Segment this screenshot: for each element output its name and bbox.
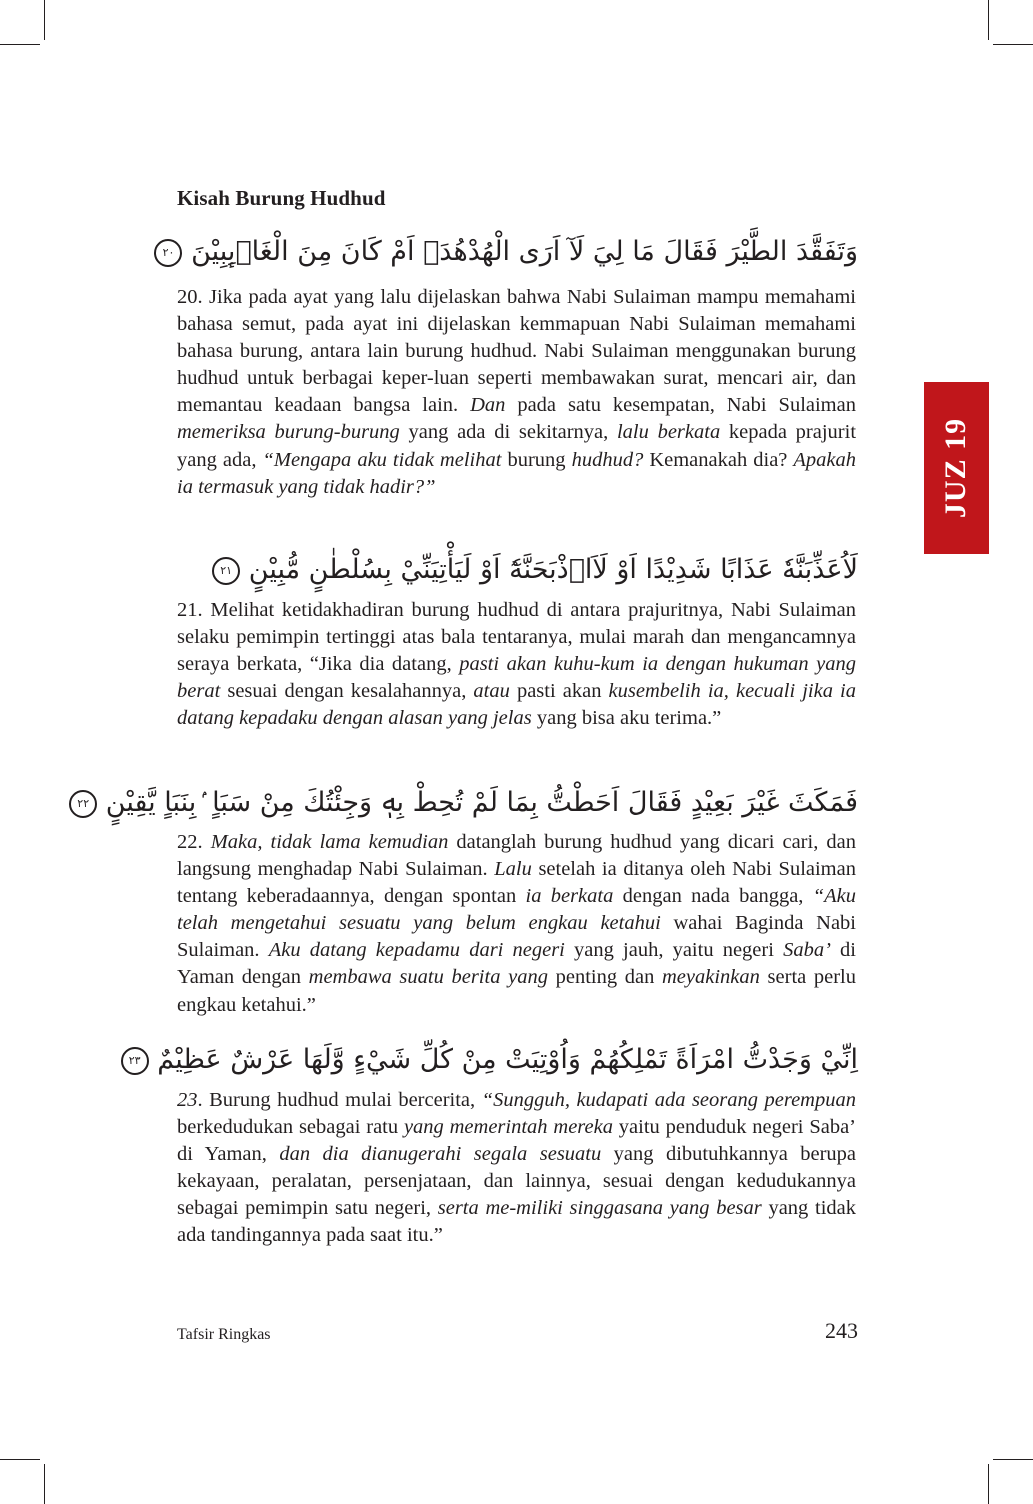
tafsir-text: 23. Burung hudhud mulai bercerita, “Sungguh, kudapati ada seorang perempuan berkedudukan sebagai ratu yang memerintah mereka yaitu penduduk negeri Saba’ di Yaman, dan dia dianugerahi segala sesuatu yang dibutuhkannya berupa kekayaan, peralatan, persenjataan, dan lainnya, sesuai dengan kedudukannya sebagai pemimpin satu negeri, serta me-miliki singgasana yang besar yang tidak ada tandingannya pada saat itu.” xyxy=(177,1089,857,1247)
crop-mark xyxy=(993,44,1033,45)
book-title: Tafsir Ringkas xyxy=(177,1326,271,1343)
arabic-verse xyxy=(162,232,858,272)
ayah-number-marker: ٢٣ xyxy=(121,1047,149,1075)
crop-mark xyxy=(993,1459,1033,1460)
tafsir-paragraph xyxy=(177,284,856,501)
arabic-verse xyxy=(128,1040,858,1080)
crop-mark xyxy=(0,44,40,45)
crop-mark xyxy=(44,1464,45,1504)
ayah-number-marker: ٢٠ xyxy=(154,239,182,267)
arabic-verse-text: اِنِّيْ وَجَدْتُّ امْرَاَةً تَمْلِكُهُمْ وَاُوْتِيَتْ مِنْ كُلِّ شَيْءٍ وَّلَهَا عَرْشٌ عَظِيْمٌ xyxy=(157,1044,858,1075)
section-heading: Kisah Burung Hudhud xyxy=(177,186,386,210)
page-number: 243 xyxy=(825,1318,858,1343)
arabic-verse-text: وَتَفَقَّدَ الطَّيْرَ فَقَالَ مَا لِيَ لَآ اَرَى الْهُدْهُدَۖ اَمْ كَانَ مِنَ الْغَاۤىِٕبِيْنَ xyxy=(191,236,858,267)
arabic-verse-text: لَاُعَذِّبَنَّهٗ عَذَابًا شَدِيْدًا اَوْ لَاَا۟ذْبَحَنَّهٗٓ اَوْ لَيَأْتِيَنِّيْ بِسُلْطٰنٍ مُّبِيْنٍ xyxy=(248,554,858,585)
juz-tab-label: JUZ 19 xyxy=(939,417,973,519)
tafsir-paragraph xyxy=(177,829,856,1019)
ayah-number-marker: ٢٢ xyxy=(69,790,97,818)
juz-tab xyxy=(924,382,989,554)
tafsir-text: 22. Maka, tidak lama kemudian datanglah burung hudhud yang dicari cari, dan langsung menghadap Nabi Sulaiman. Lalu setelah ia ditanya oleh Nabi Sulaiman tentang keberadaannya, dengan spontan ia berkata dengan nada bangga, “Aku telah mengetahui sesuatu yang belum engkau ketahui wahai Baginda Nabi Sulaiman. Aku datang kepadamu dari negeri yang jauh, yaitu negeri Saba’ di Yaman dengan membawa suatu berita yang penting dan meyakinkan serta perlu engkau ketahui.” xyxy=(177,831,857,1016)
ayah-number-marker: ٢١ xyxy=(212,557,240,585)
arabic-verse xyxy=(77,783,858,823)
arabic-verse xyxy=(177,550,858,590)
crop-mark xyxy=(0,1459,40,1460)
crop-mark xyxy=(44,0,45,40)
tafsir-text: 20. Jika pada ayat yang lalu dijelaskan bahwa Nabi Sulaiman mampu memahami bahasa semut, pada ayat ini dijelaskan kemmapuan Nabi Sulaiman memahami bahasa burung, antara lain burung hudhud. Nabi Sulaiman menggunakan burung hudhud untuk berbagai keper-luan seperti membawakan surat, mencari air, dan memantau keadaan bangsa lain. Dan pada satu kesempatan, Nabi Sulaiman memeriksa burung-burung yang ada di sekitarnya, lalu berkata kepada prajurit yang ada, “Mengapa aku tidak melihat burung hudhud? Kemanakah dia? Apakah ia termasuk yang tidak hadir?” xyxy=(177,286,857,498)
arabic-verse-text: فَمَكَثَ غَيْرَ بَعِيْدٍ فَقَالَ اَحَطْتُّ بِمَا لَمْ تُحِطْ بِهٖ وَجِئْتُكَ مِنْ سَبَاٍ ۢبِنَبَاٍ يَّقِيْنٍ xyxy=(105,787,858,818)
tafsir-paragraph xyxy=(177,597,856,732)
crop-mark xyxy=(988,1464,989,1504)
crop-mark xyxy=(988,0,989,40)
tafsir-paragraph xyxy=(177,1087,856,1250)
tafsir-text: 21. Melihat ketidakhadiran burung hudhud di antara prajuritnya, Nabi Sulaiman selaku pemimpin tertinggi atas bala tentaranya, mulai marah dan mengancamnya seraya berkata, “Jika dia datang, pasti akan kuhu-kum ia dengan hukuman yang berat sesuai dengan kesalahannya, atau pasti akan kusembelih ia, kecuali jika ia datang kepadaku dengan alasan yang jelas yang bisa aku terima.” xyxy=(177,599,857,730)
